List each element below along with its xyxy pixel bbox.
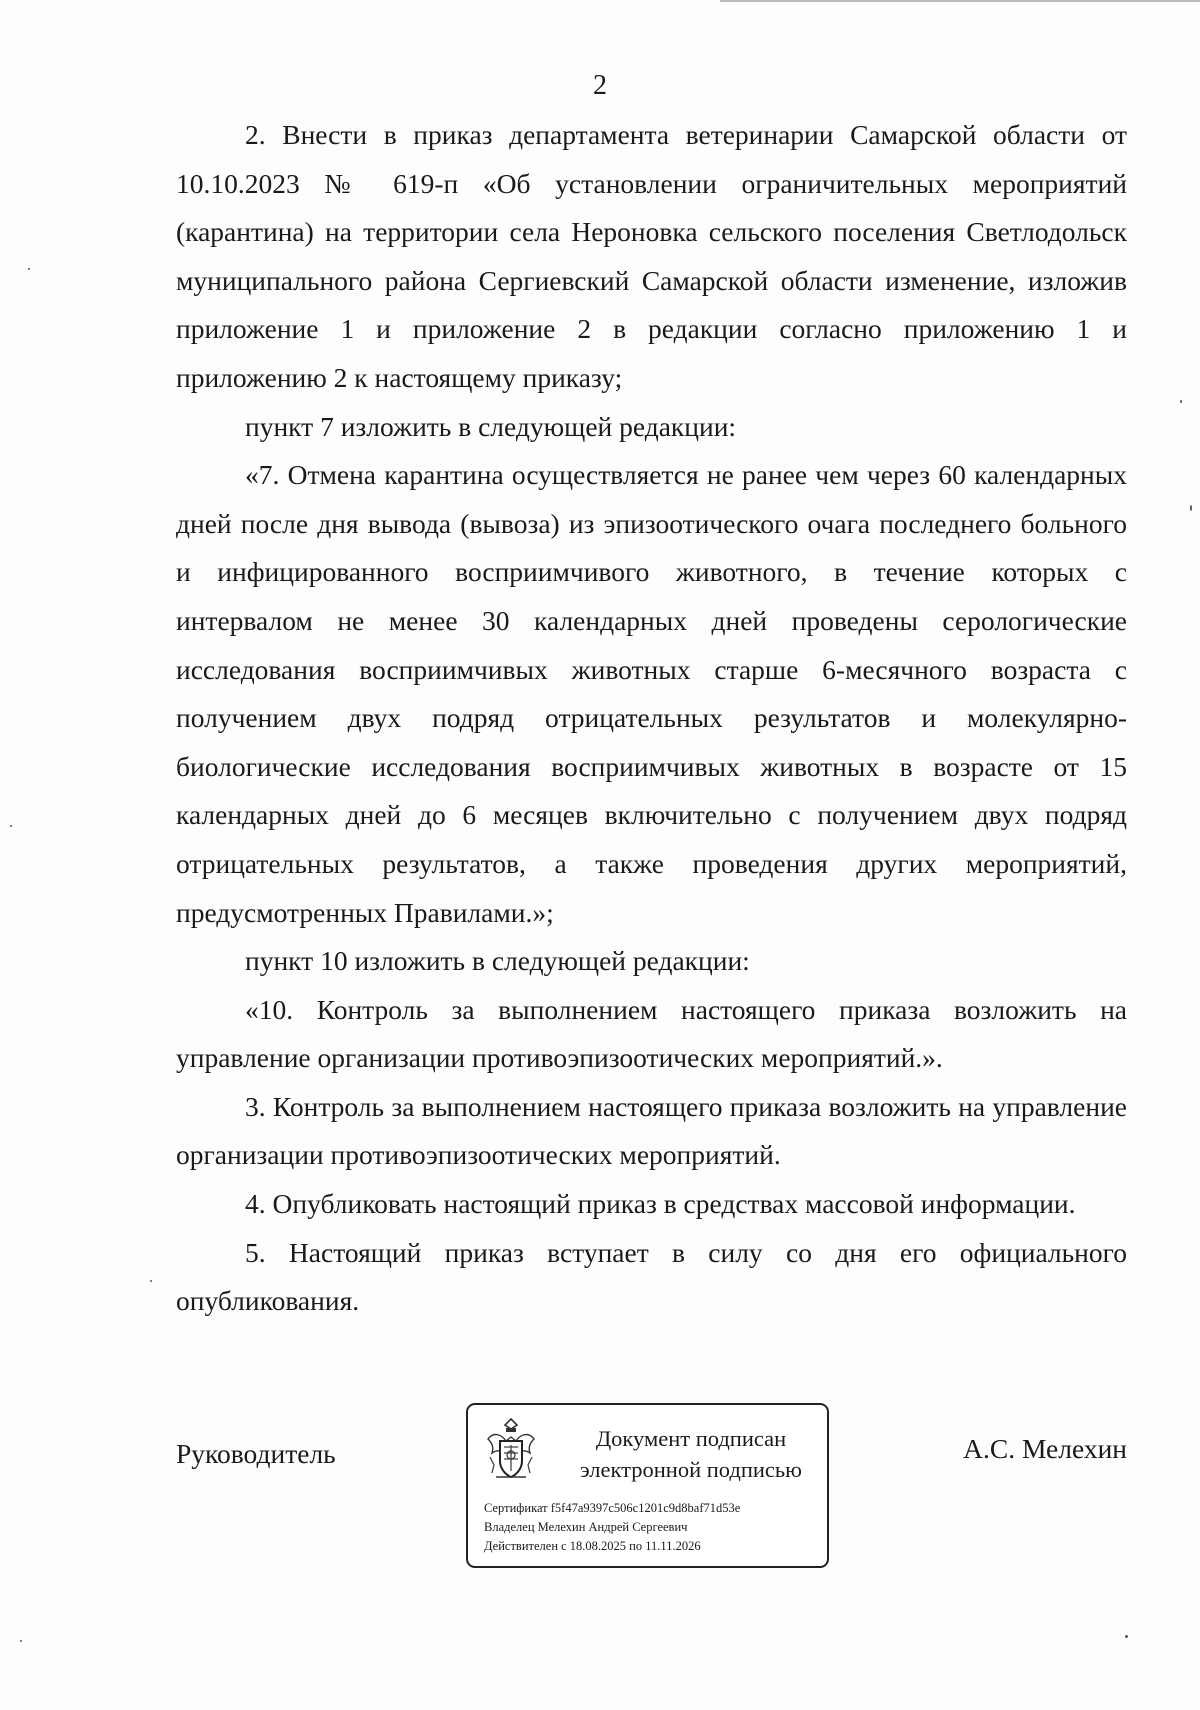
scan-top-edge [0, 0, 1200, 2]
paragraph-item-3: 3. Контроль за выполнением настоящего приказа возложить на управление организации противоэпизоотических мероприятий. [176, 1090, 1127, 1171]
paragraph-point7-intro: пункт 7 изложить в следующей редакции: [245, 410, 737, 442]
scan-speck [1180, 400, 1182, 403]
scan-speck [1190, 505, 1192, 511]
stamp-certificate: Сертификат f5f47a9397c506c1201c9d8baf71d53e [484, 1501, 741, 1515]
samara-coat-of-arms-icon [484, 1417, 538, 1483]
paragraph-point10-intro: пункт 10 изложить в следующей редакции: [245, 945, 750, 977]
electronic-signature-stamp [466, 1403, 829, 1568]
paragraph-point10-text: «10. Контроль за выполнением настоящего приказа возложить на управление организации противоэпизоотических мероприятий.». [176, 993, 1127, 1074]
page-number: 2 [593, 70, 607, 101]
paragraph-item-4: 4. Опубликовать настоящий приказ в средствах массовой информации. [245, 1188, 1076, 1220]
signer-name: А.С. Мелехин [963, 1433, 1127, 1464]
document-body [176, 111, 1127, 1326]
scan-speck [1125, 1635, 1128, 1638]
paragraph-item-2: 2. Внести в приказ департамента ветеринарии Самарской области от 10.10.2023 № 619-п «Об установлении ограничительных мероприятий (карантина) на территории села Нероновка сельского поселения Светлодольск муниципального района Сергиевский Самарской области изменение, изложив приложение 1 и приложение 2 в редакции согласно приложению 1 и приложению 2 к настоящему приказу; [176, 119, 1127, 393]
scan-speck [150, 1280, 152, 1282]
stamp-owner: Владелец Мелехин Андрей Сергеевич [484, 1520, 688, 1534]
stamp-title-line2: электронной подписью [580, 1457, 802, 1482]
stamp-title-line1: Документ подписан [595, 1426, 787, 1451]
stamp-details [484, 1499, 824, 1556]
signer-position: Руководитель [176, 1438, 336, 1469]
stamp-title [560, 1423, 822, 1485]
scan-speck [28, 268, 30, 270]
paragraph-point7-text: «7. Отмена карантина осуществляется не ранее чем через 60 календарных дней после дня вывода (вывоза) из эпизоотического очага последнего больного и инфицированного восприимчивого животного, в течение которых с интервалом не менее 30 календарных дней проведены серологические исследования восприимчивых животных старше 6-месячного возраста с получением двух подряд отрицательных результатов и молекулярно-биологические исследования восприимчивых животных в возрасте от 15 календарных дней до 6 месяцев включительно с получением двух подряд отрицательных результатов, а также проведения других мероприятий, предусмотренных Правилами.»; [176, 459, 1127, 928]
scan-speck [10, 825, 12, 827]
scan-speck [20, 1640, 22, 1642]
paragraph-item-5: 5. Настоящий приказ вступает в силу со дня его официального опубликования. [176, 1236, 1127, 1317]
stamp-validity: Действителен с 18.08.2025 по 11.11.2026 [484, 1539, 701, 1553]
